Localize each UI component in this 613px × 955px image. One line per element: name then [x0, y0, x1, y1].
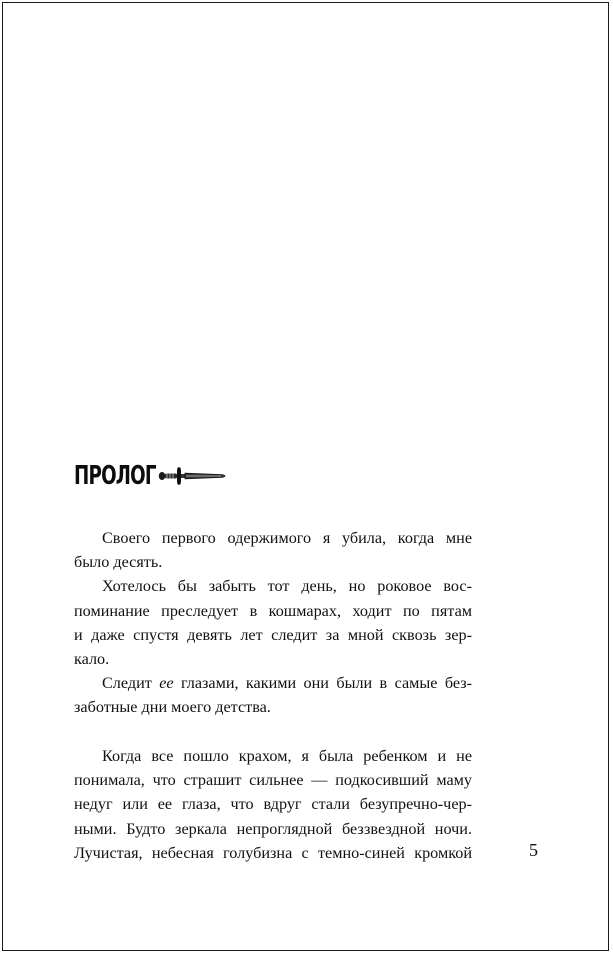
paragraph: [74, 671, 472, 719]
paragraph: [74, 744, 472, 865]
text-line: кало.: [74, 650, 110, 669]
text-fragment: Следит: [102, 674, 160, 693]
text-line: заботные дни моего детства.: [74, 698, 271, 717]
dagger-icon: [158, 465, 230, 487]
emphasis-text: ее: [159, 674, 174, 693]
paragraph: [74, 526, 472, 574]
chapter-heading: [74, 458, 230, 494]
text-line: ными. Будто зеркала непроглядной беззвездной ночи.: [74, 819, 472, 838]
text-line: поминание преследует в кошмарах, ходит по пятам: [74, 601, 472, 620]
page-number: 5: [529, 840, 538, 860]
text-block-1: [74, 526, 472, 720]
text-line: было десять.: [74, 553, 163, 572]
text-line: недуг или ее глаза, что вдруг стали безупречно-чер-: [74, 795, 472, 814]
text-line: Хотелось бы забыть тот день, но роковое вос-: [102, 577, 472, 596]
chapter-title: ПРОЛОГ: [74, 461, 156, 491]
paragraph: [74, 574, 472, 671]
text-line: Лучистая, небесная голубизна с темно-синей кромкой: [74, 843, 472, 862]
text-block-2: [74, 744, 472, 865]
text-line: [74, 671, 472, 695]
text-line: Своего первого одержимого я убила, когда мне: [102, 529, 472, 547]
text-line: понимала, что страшит сильнее — подкосивший маму: [74, 771, 472, 790]
text-line: и даже спустя девять лет следит за мной сквозь зер-: [74, 625, 472, 644]
text-line: Когда все пошло крахом, я была ребенком и не: [102, 747, 472, 765]
text-fragment: глазами, какими они были в самые без-: [173, 674, 473, 693]
